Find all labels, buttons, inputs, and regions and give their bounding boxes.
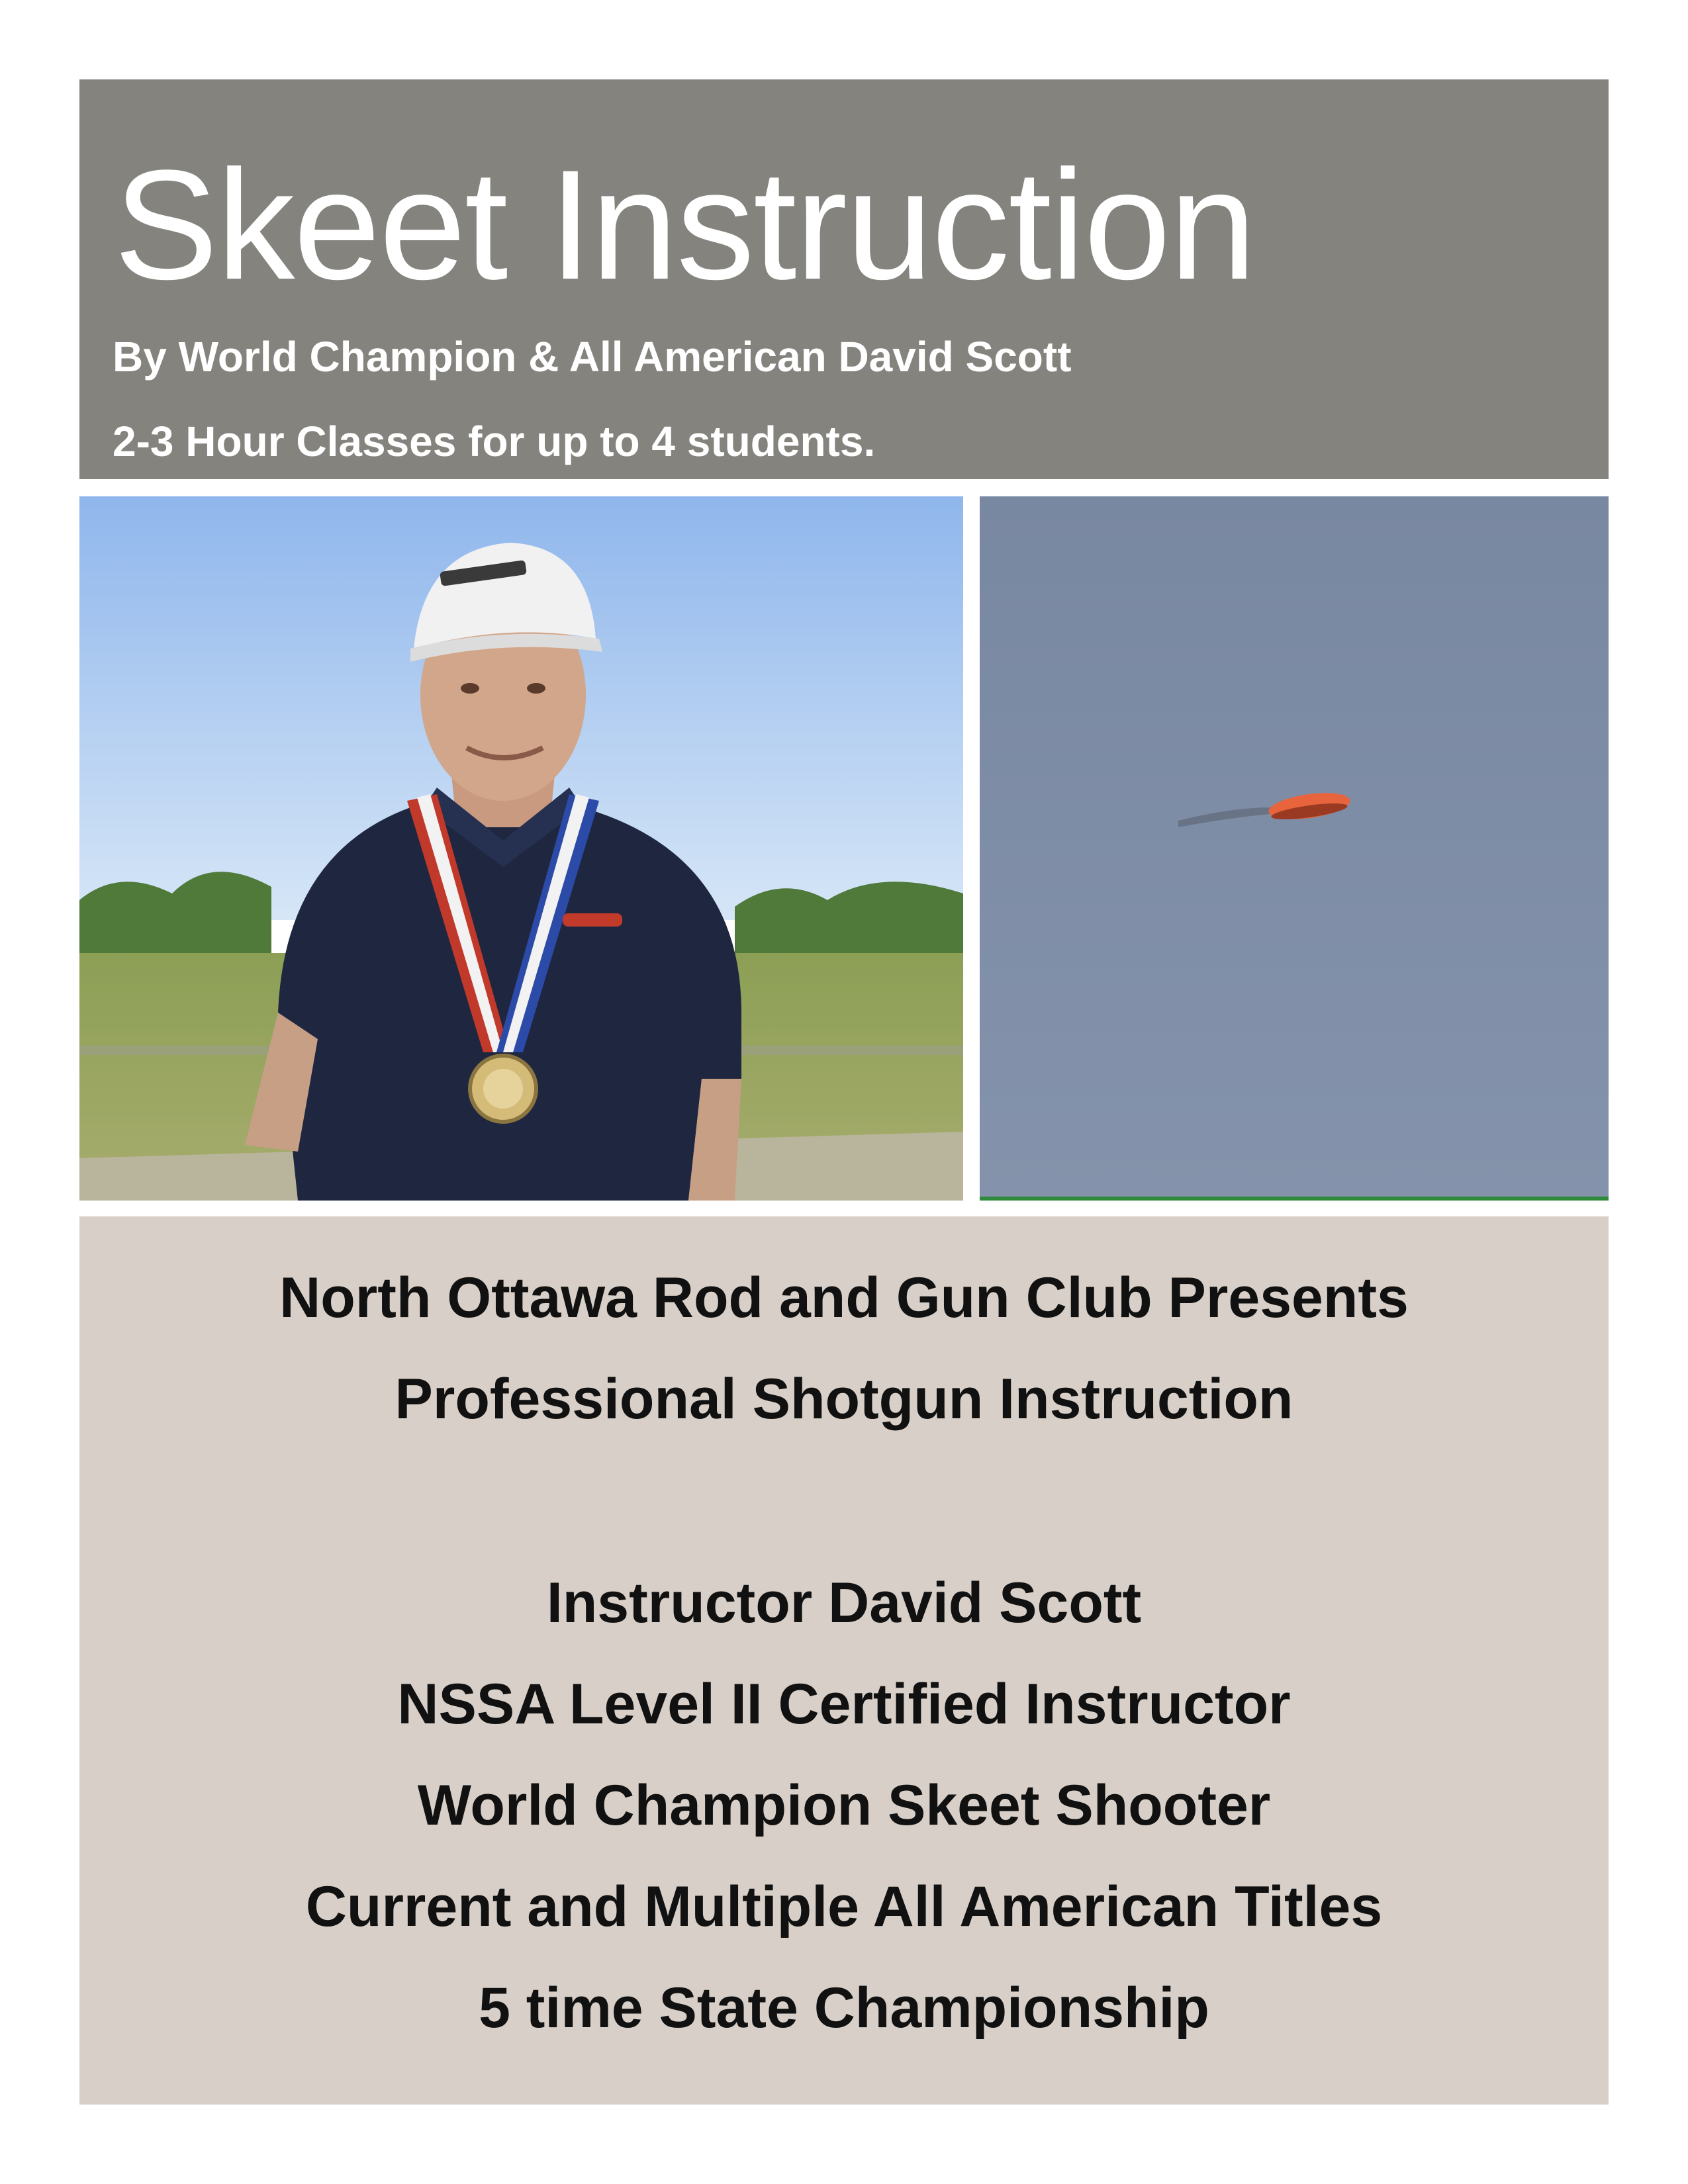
eye-left [461,683,479,694]
credential-item: World Champion Skeet Shooter [417,1774,1271,1837]
header-banner [79,79,1609,479]
presenter-line: North Ottawa Rod and Gun Club Presents [279,1266,1409,1330]
medal-inner [483,1069,523,1109]
credential-item: 5 time State Championship [479,1976,1209,2040]
eye-right [527,683,545,694]
page-title: Skeet Instruction [114,138,1255,312]
info-panel [79,1216,1609,2105]
instructor-photo-illustration [79,496,963,1201]
class-info: 2-3 Hour Classes for up to 4 students. [113,418,876,465]
shirt-logo [563,913,622,927]
clay-target-illustration [980,496,1609,1201]
sky [980,496,1609,1201]
horizon-strip [980,1197,1609,1201]
credential-item: Instructor David Scott [546,1571,1142,1635]
credential-item: NSSA Level II Certified Instructor [397,1672,1291,1736]
credential-item: Current and Multiple All American Titles [305,1875,1383,1938]
clay-target-photo [980,496,1609,1201]
instructor-photo [79,496,963,1201]
subtitle: By World Champion & All American David Scott [113,333,1072,381]
instruction-heading: Professional Shotgun Instruction [395,1367,1293,1431]
